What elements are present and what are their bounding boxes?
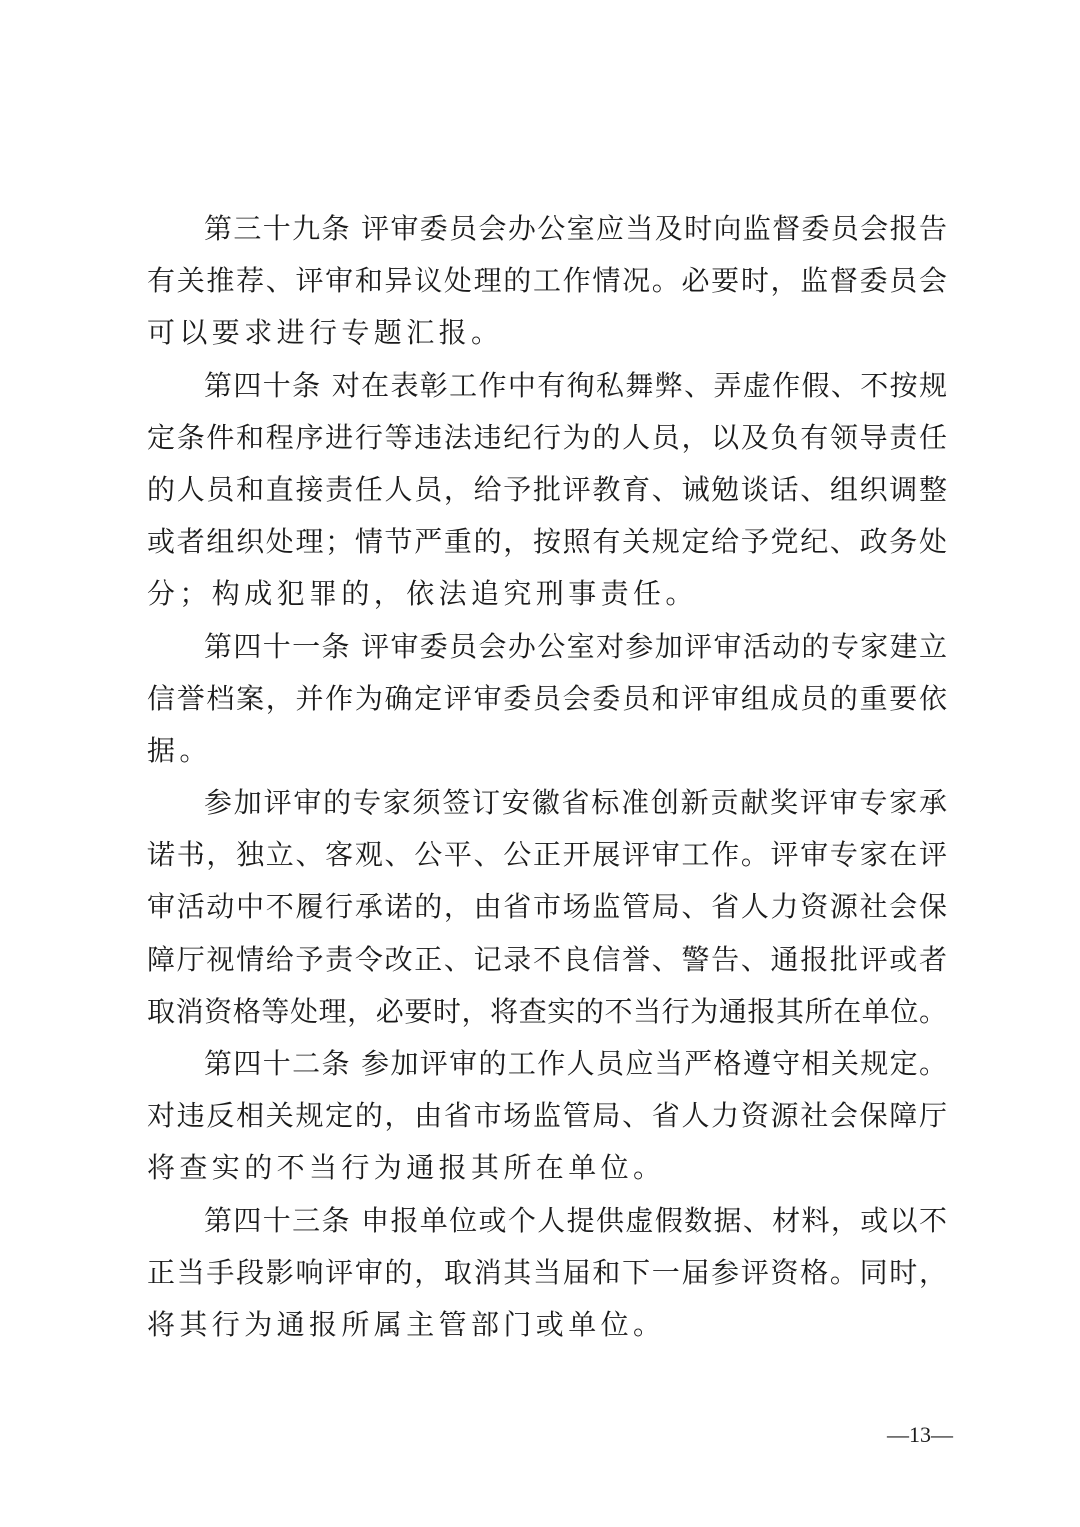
article-41-para-2-line-4: 障厅视情给予责令改正、记录不良信誉、警告、通报批评或者 bbox=[147, 942, 947, 976]
article-41-line-1: 第四十一条 评审委员会办公室对参加评审活动的专家建立 bbox=[204, 629, 947, 663]
article-42-line-3: 将查实的不当行为通报其所在单位。 bbox=[147, 1151, 666, 1185]
article-40-line-4: 或者组织处理；情节严重的，按照有关规定给予党纪、政务处 bbox=[147, 525, 947, 559]
article-39-line-2: 有关推荐、评审和异议处理的工作情况。必要时，监督委员会 bbox=[147, 264, 947, 298]
article-41-line-2: 信誉档案，并作为确定评审委员会委员和评审组成员的重要依 bbox=[147, 681, 947, 715]
article-41-para-2-line-3: 审活动中不履行承诺的，由省市场监管局、省人力资源社会保 bbox=[147, 890, 947, 924]
article-41-line-3: 据。 bbox=[147, 733, 212, 767]
article-40-line-3: 的人员和直接责任人员，给予批评教育、诫勉谈话、组织调整 bbox=[147, 472, 947, 506]
article-42-line-2: 对违反相关规定的，由省市场监管局、省人力资源社会保障厅 bbox=[147, 1099, 947, 1133]
article-40-line-2: 定条件和程序进行等违法违纪行为的人员，以及负有领导责任 bbox=[147, 420, 947, 454]
article-40-line-5: 分；构成犯罪的，依法追究刑事责任。 bbox=[147, 577, 698, 611]
page-number: —13— bbox=[887, 1422, 953, 1447]
article-40-line-1: 第四十条 对在表彰工作中有徇私舞弊、弄虚作假、不按规 bbox=[204, 368, 947, 402]
article-41-para-2-line-5: 取消资格等处理，必要时，将查实的不当行为通报其所在单位。 bbox=[147, 994, 947, 1028]
body-text bbox=[147, 203, 947, 1351]
article-39-line-1: 第三十九条 评审委员会办公室应当及时向监督委员会报告 bbox=[204, 212, 947, 245]
article-43-line-1: 第四十三条 申报单位或个人提供虚假数据、材料，或以不 bbox=[204, 1203, 947, 1237]
article-39-line-3: 可以要求进行专题汇报。 bbox=[147, 316, 504, 350]
article-41-para-2-line-2: 诺书，独立、客观、公平、公正开展评审工作。评审专家在评 bbox=[147, 838, 947, 872]
article-41-para-2-line-1: 参加评审的专家须签订安徽省标准创新贡献奖评审专家承 bbox=[204, 786, 947, 820]
article-43-line-3: 将其行为通报所属主管部门或单位。 bbox=[147, 1307, 666, 1341]
article-42-line-1: 第四十二条 参加评审的工作人员应当严格遵守相关规定。 bbox=[204, 1047, 947, 1080]
article-43-line-2: 正当手段影响评审的，取消其当届和下一届参评资格。同时， bbox=[147, 1255, 947, 1289]
